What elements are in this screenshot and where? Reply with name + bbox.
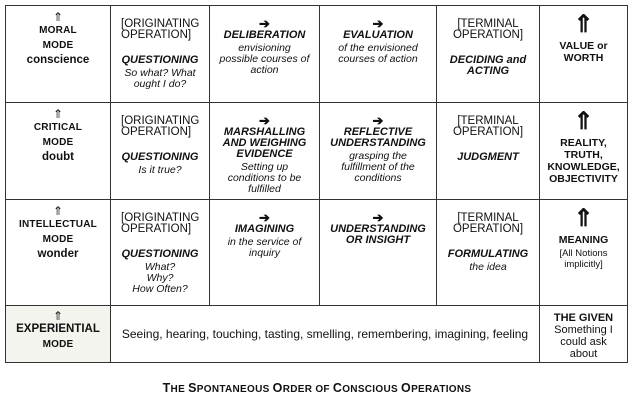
originating-description [111,262,209,295]
description-line: inquiry [249,247,280,259]
caption-part: S [188,381,197,395]
up-arrow-icon: ⇑ [52,309,64,323]
description-line: How Often? [132,283,188,295]
mode-label [6,306,110,352]
mode-label [6,6,110,68]
table-body [6,6,628,363]
second-step-cell [320,6,437,103]
step-description [210,237,319,259]
description-line: possible courses of [219,53,310,65]
description-line: fulfillment of the [341,161,415,173]
mode-cell [6,200,111,306]
step-description [210,43,319,76]
originating-cell [111,6,210,103]
given-line: Something I [554,324,613,336]
originating-label: [ORIGINATING OPERATION] [121,18,200,41]
title-line: IMAGINING [234,223,295,235]
terminal-cell [437,200,540,306]
right-arrow-icon: ➔ [259,16,270,31]
result-line: VALUE or [559,40,608,52]
caption-part: O [401,381,412,395]
result-line: OBJECTIVITY [549,173,618,185]
given-block [540,306,627,360]
mode-word: MODE [42,234,74,245]
right-arrow-icon: ➔ [372,113,384,128]
description-line: fulfilled [248,183,281,195]
description-line: conditions to be [227,172,302,184]
step-title [320,30,436,41]
operation-line: FORMULATING [447,248,529,260]
experiential-row [6,306,628,363]
terminal-label: [TERMINAL OPERATION] [452,115,524,138]
terminal-operation [437,55,539,77]
step-description [210,162,319,195]
mode-name: MORAL [39,25,77,36]
originating-description [111,165,209,176]
caption-part: O [272,381,283,395]
originating-description [111,68,209,90]
given-line: about [569,348,598,360]
title-line: EVALUATION [343,29,413,41]
caption-part: PERATIONS [411,384,472,395]
description-line: action [250,64,279,76]
result-note [540,248,627,270]
second-step-cell [320,103,437,200]
operation-line: ACTING [466,65,510,77]
title-line: AND WEIGHING [222,137,307,149]
caption-part: HE [170,384,189,395]
step-description [320,151,436,184]
step-title [320,224,436,246]
up-arrow-icon: ⇑ [573,205,594,232]
up-arrow-icon: ⇑ [573,11,594,38]
description-line: courses of action [338,53,418,65]
caption-part: PONTANEOUS [196,384,273,395]
note-line: implicitly] [564,259,603,270]
description-line: So what? What [124,67,196,79]
originating-cell [111,103,210,200]
description-line: Setting up [240,161,289,173]
terminal-label: [TERMINAL OPERATION] [452,212,524,235]
first-step-cell [210,103,320,200]
mode-word: MODE [42,339,74,350]
mode-attitude: conscience [26,54,90,66]
result-line: MEANING [558,234,609,246]
description-line: the idea [469,261,507,273]
result-line: WORTH [563,52,604,64]
title-line: EVIDENCE [236,148,293,160]
title-line: MARSHALLING [223,126,306,138]
operation-line: JUDGMENT [457,151,519,163]
result-label [540,234,627,246]
first-step-cell [210,200,320,306]
right-arrow-icon: ➔ [259,113,270,128]
terminal-operation [437,152,539,163]
result-line: REALITY, [560,137,607,149]
description-line: of the envisioned [338,42,418,54]
description-line: conditions [354,172,402,184]
note-line: [All Notions [559,248,608,259]
description-line: ought I do? [133,78,187,90]
mode-name: INTELLECTUAL [19,219,97,230]
mode-name: CRITICAL [33,122,83,133]
terminal-operation [437,249,539,260]
up-arrow-icon: ⇑ [52,204,64,218]
step-description [320,43,436,65]
result-cell [540,200,628,306]
caption-part: RDER OF [282,384,333,395]
title-line: REFLECTIVE [343,126,413,138]
operation-line: DECIDING and [449,54,527,66]
title-line: DELIBERATION [223,29,306,41]
first-step-cell [210,6,320,103]
right-arrow-icon: ➔ [372,210,384,225]
mode-cell [6,6,111,103]
description-line: Why? [146,272,174,284]
second-step-cell [320,200,437,306]
experiential-mode-cell [6,306,111,363]
operations-table [5,5,628,363]
title-line: UNDERSTANDING [330,223,426,235]
terminal-description [437,262,539,273]
up-arrow-icon: ⇑ [573,108,594,135]
originating-operation: QUESTIONING [121,248,199,260]
up-arrow-icon: ⇑ [52,10,64,24]
right-arrow-icon: ➔ [259,210,270,225]
mode-row [6,6,628,103]
mode-label [6,103,110,165]
result-label [540,40,627,64]
title-line: OR INSIGHT [345,234,411,246]
description-line: Is it true? [138,164,182,176]
experiential-operations-text: Seeing, hearing, touching, tasting, smelling, remembering, imagining, feeling [121,327,529,341]
mode-cell [6,103,111,200]
up-arrow-icon: ⇑ [52,107,64,121]
mode-word: MODE [42,137,74,148]
result-cell [540,103,628,200]
originating-cell [111,200,210,306]
step-title [210,30,319,41]
terminal-cell [437,6,540,103]
originating-label: [ORIGINATING OPERATION] [121,212,200,235]
terminal-label: [TERMINAL OPERATION] [452,18,524,41]
terminal-cell [437,103,540,200]
title-line: UNDERSTANDING [330,137,426,149]
mode-name: EXPERIENTIAL [16,323,100,335]
result-label [540,137,627,185]
result-line: KNOWLEDGE, [547,161,620,173]
diagram-caption [0,381,634,395]
step-title [210,127,319,160]
mode-row [6,103,628,200]
mode-row [6,200,628,306]
originating-label: [ORIGINATING OPERATION] [121,115,200,138]
description-line: envisioning [238,42,291,54]
mode-attitude: doubt [42,151,74,163]
result-line: TRUTH, [564,149,603,161]
step-title [320,127,436,149]
description-line: What? [144,261,176,273]
caption-part: T [162,381,171,395]
step-title [210,224,319,235]
description-line: grasping the [349,150,407,162]
mode-label [6,200,110,262]
experiential-operations-cell [111,306,540,363]
given-cell [540,306,628,363]
caption-part: ONSCIOUS [342,384,402,395]
right-arrow-icon: ➔ [372,16,384,31]
mode-attitude: wonder [37,248,79,260]
originating-operation: QUESTIONING [121,151,199,163]
given-line: could ask [560,336,607,348]
caption-part: C [332,381,343,395]
given-title: THE GIVEN [553,312,614,324]
description-line: in the service of [227,236,302,248]
mode-word: MODE [42,40,74,51]
result-cell [540,6,628,103]
originating-operation: QUESTIONING [121,54,199,66]
